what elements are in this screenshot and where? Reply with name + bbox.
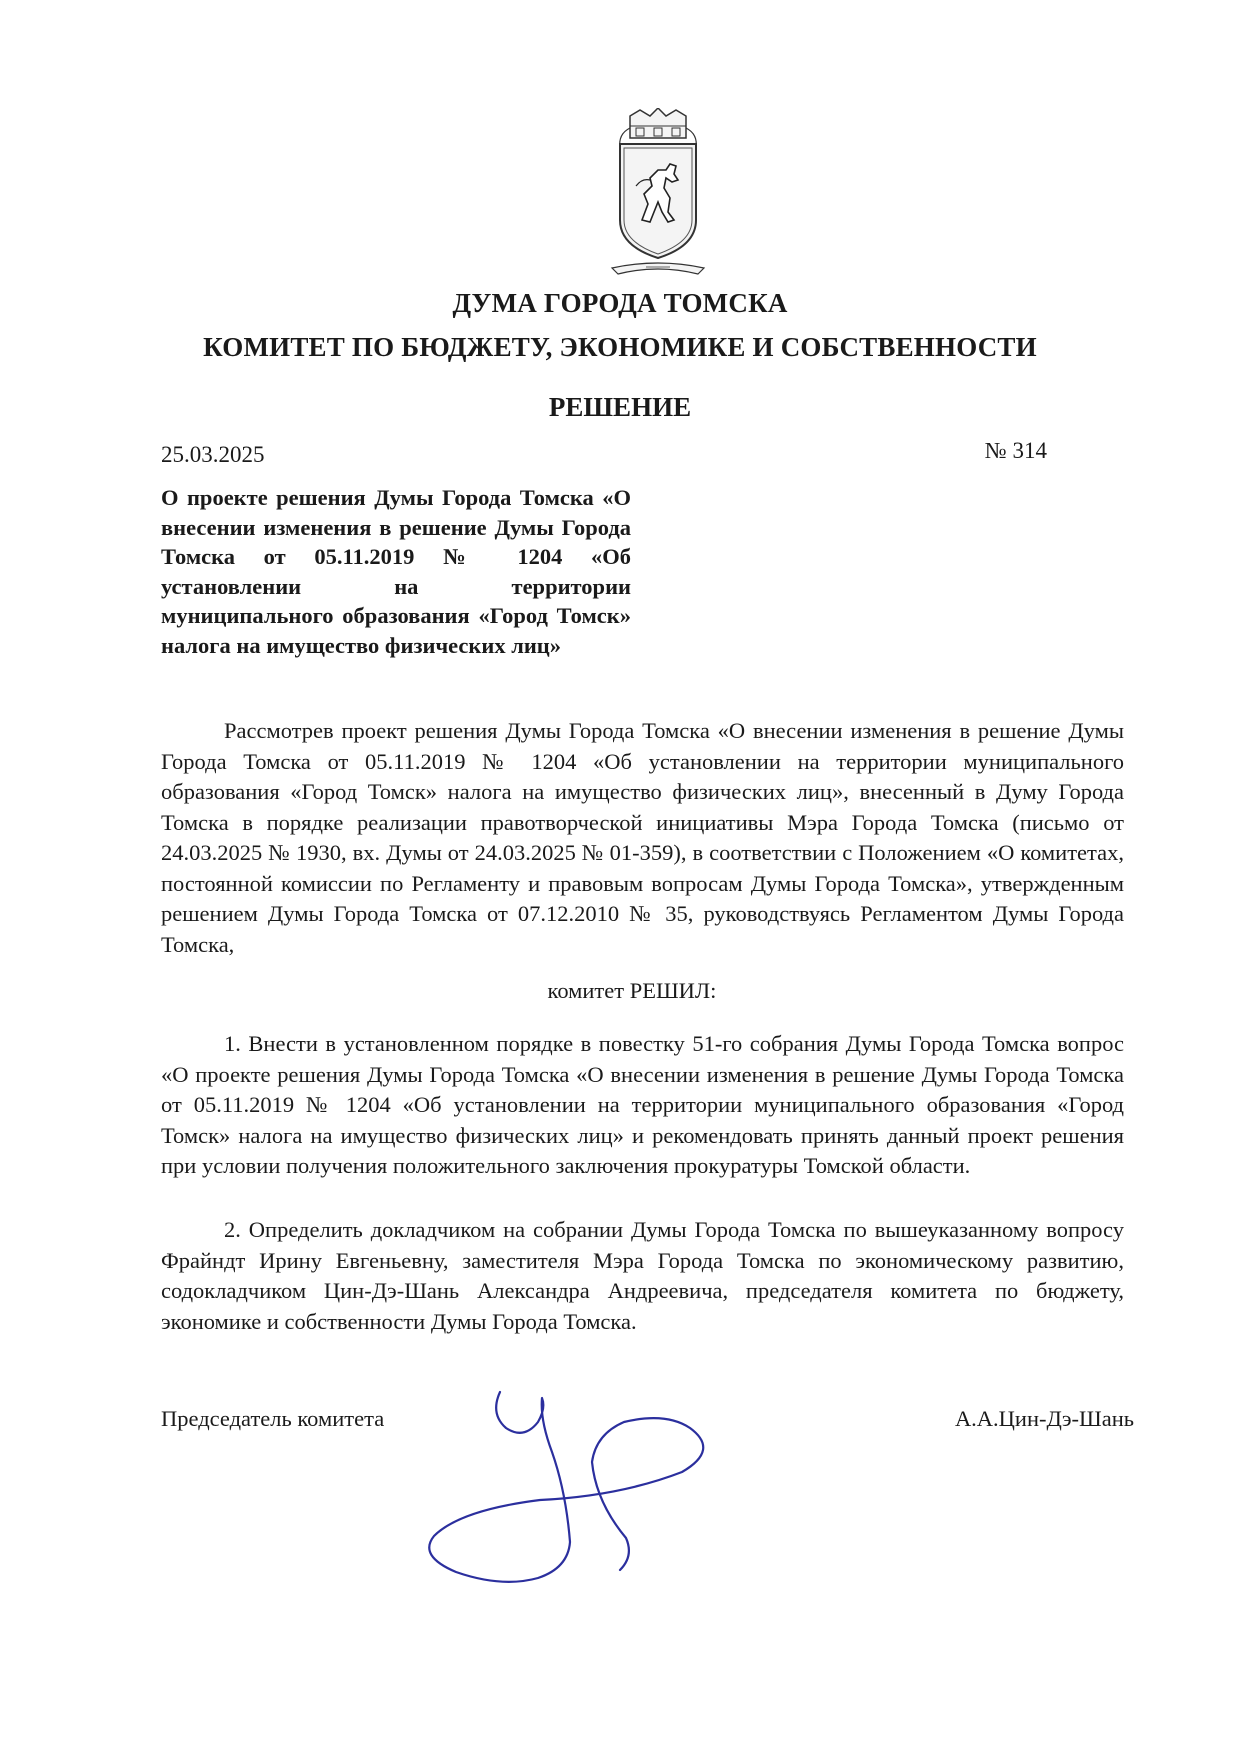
handwritten-signature-icon: [420, 1370, 730, 1610]
decision-item-1: 1. Внести в установленном порядке в повестку 51-го собрания Думы Города Томска вопрос «О проекте решения Думы Города Томска «О внесении изменения в решение Думы Города Томска от 05.11.2019 № 1204 «Об установлении на территории муниципального образования «Город Томск» налога на имущество физических лиц» и рекомендовать принять данный проект решения при условии получения положительного заключения прокуратуры Томской области.: [161, 1031, 1124, 1178]
organization-name: ДУМА ГОРОДА ТОМСКА: [452, 288, 788, 318]
signatory-title: Председатель комитета: [161, 1406, 385, 1431]
tomsk-coat-of-arms-icon: [606, 108, 710, 280]
decision-item-2: 2. Определить докладчиком на собрании Думы Города Томска по вышеуказанному вопросу Фрайндт Ирину Евгеньевну, заместителя Мэра Города Томска по экономическому развитию, содокладчиком Цин-Дэ-Шань Александра Андреевича, председателя комитета по бюджету, экономике и собственности Думы Города Томска.: [161, 1217, 1124, 1334]
document-number: № 314: [984, 438, 1047, 463]
document-type: РЕШЕНИЕ: [548, 392, 692, 422]
document-date: 25.03.2025: [161, 442, 265, 467]
committee-name: КОМИТЕТ ПО БЮДЖЕТУ, ЭКОНОМИКЕ И СОБСТВЕННОСТИ: [203, 332, 1037, 362]
intro-paragraph: Рассмотрев проект решения Думы Города Томска «О внесении изменения в решение Думы Города Томска от 05.11.2019 № 1204 «Об установлении на территории муниципального образования «Город Томск» налога на имущество физических лиц», внесенный в Думу Города Томска в порядке реализации правотворческой инициативы Мэра Города Томска (письмо от 24.03.2025 № 1930, вх. Думы от 24.03.2025 № 01-359), в соответствии с Положением «О комитетах, постоянной комиссии по Регламенту и правовым вопросам Думы Города Томска», утвержденным решением Думы Города Томска от 07.12.2010 № 35, руководствуясь Регламентом Думы Города Томска,: [161, 718, 1124, 957]
document-subject: О проекте решения Думы Города Томска «О внесении изменения в решение Думы Города Томска от 05.11.2019 № 1204 «Об установлении на территории муниципального образования «Город Томск» налога на имущество физических лиц»: [161, 485, 631, 658]
signatory-name: А.А.Цин-Дэ-Шань: [954, 1406, 1134, 1431]
decided-line: комитет РЕШИЛ:: [547, 978, 717, 1003]
